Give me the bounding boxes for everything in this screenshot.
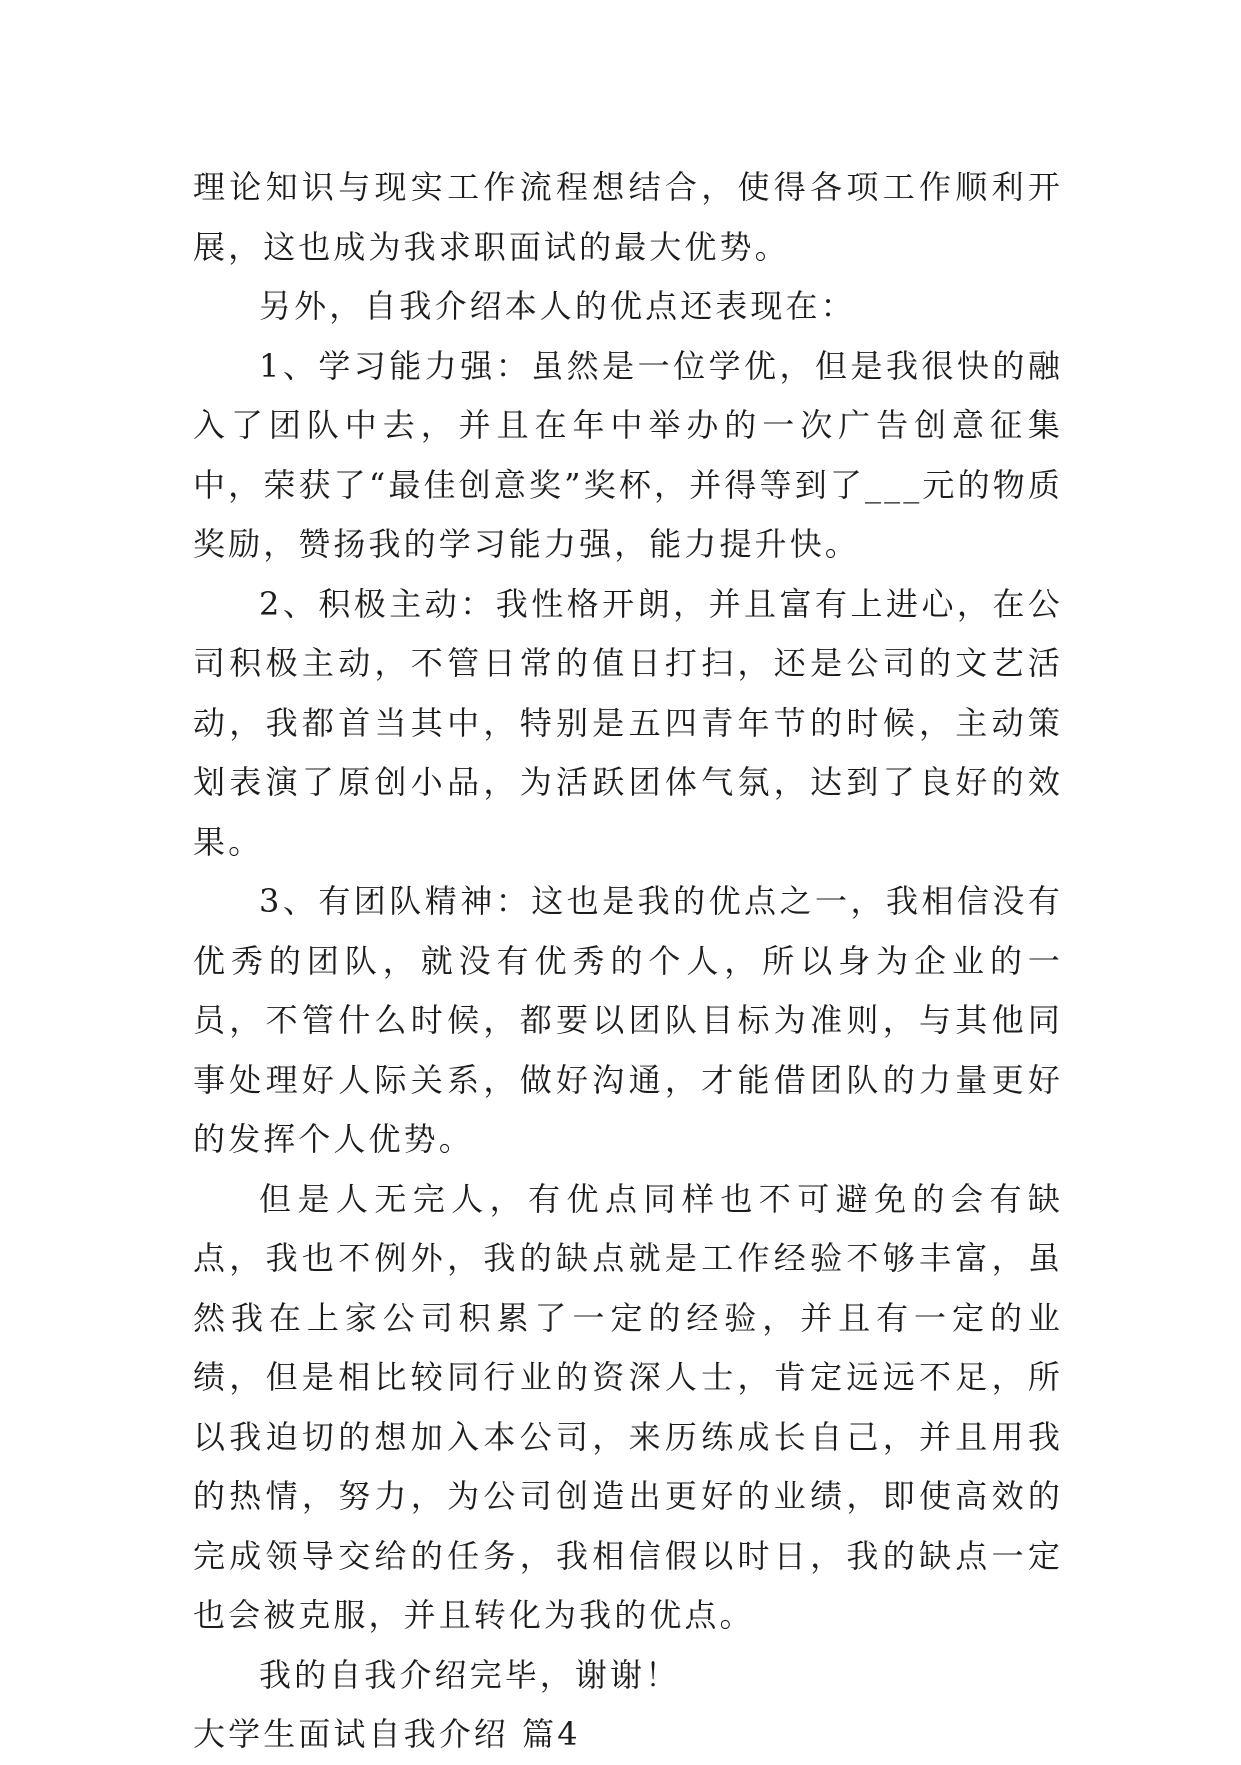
paragraph-7: 我的自我介绍完毕，谢谢！ — [259, 1655, 681, 1694]
document-page — [193, 158, 1063, 1765]
paragraph-1: 理论知识与现实工作流程想结合，使得各项工作顺利开展，这也成为我求职面试的最大优势。 — [193, 168, 1063, 266]
paragraph-3: 1、学习能力强：虽然是一位学优，但是我很快的融入了团队中去，并且在年中举办的一次广告创意征集中，荣获了“最佳创意奖”奖杯，并得等到了___元的物质奖励，赞扬我的学习能力强，能力提升快。 — [193, 346, 1063, 563]
paragraph-2: 另外，自我介绍本人的优点还表现在： — [259, 287, 856, 325]
paragraph-6: 但是人无完人，有优点同样也不可避免的会有缺点，我也不例外，我的缺点就是工作经验不够丰富，虽然我在上家公司积累了一定的经验，并且有一定的业绩，但是相比较同行业的资深人士，肯定远远不足，所以我迫切的想加入本公司，来历练成长自己，并且用我的热情，努力，为公司创造出更好的业绩，即使高效的完成领导交给的任务，我相信假以时日，我的缺点一定也会被克服，并且转化为我的优点。 — [193, 1179, 1063, 1634]
section-heading: 大学生面试自我介绍 篇4 — [193, 1715, 581, 1753]
paragraph-5: 3、有团队精神：这也是我的优点之一，我相信没有优秀的团队，就没有优秀的个人，所以身为企业的一员，不管什么时候，都要以团队目标为准则，与其他同事处理好人际关系，做好沟通，才能借团队的力量更好的发挥个人优势。 — [193, 882, 1063, 1158]
paragraph-4: 2、积极主动：我性格开朗，并且富有上进心，在公司积极主动，不管日常的值日打扫，还是公司的文艺活动，我都首当其中，特别是五四青年节的时候，主动策划表演了原创小品，为活跃团体气氛，达到了良好的效果。 — [193, 584, 1063, 861]
